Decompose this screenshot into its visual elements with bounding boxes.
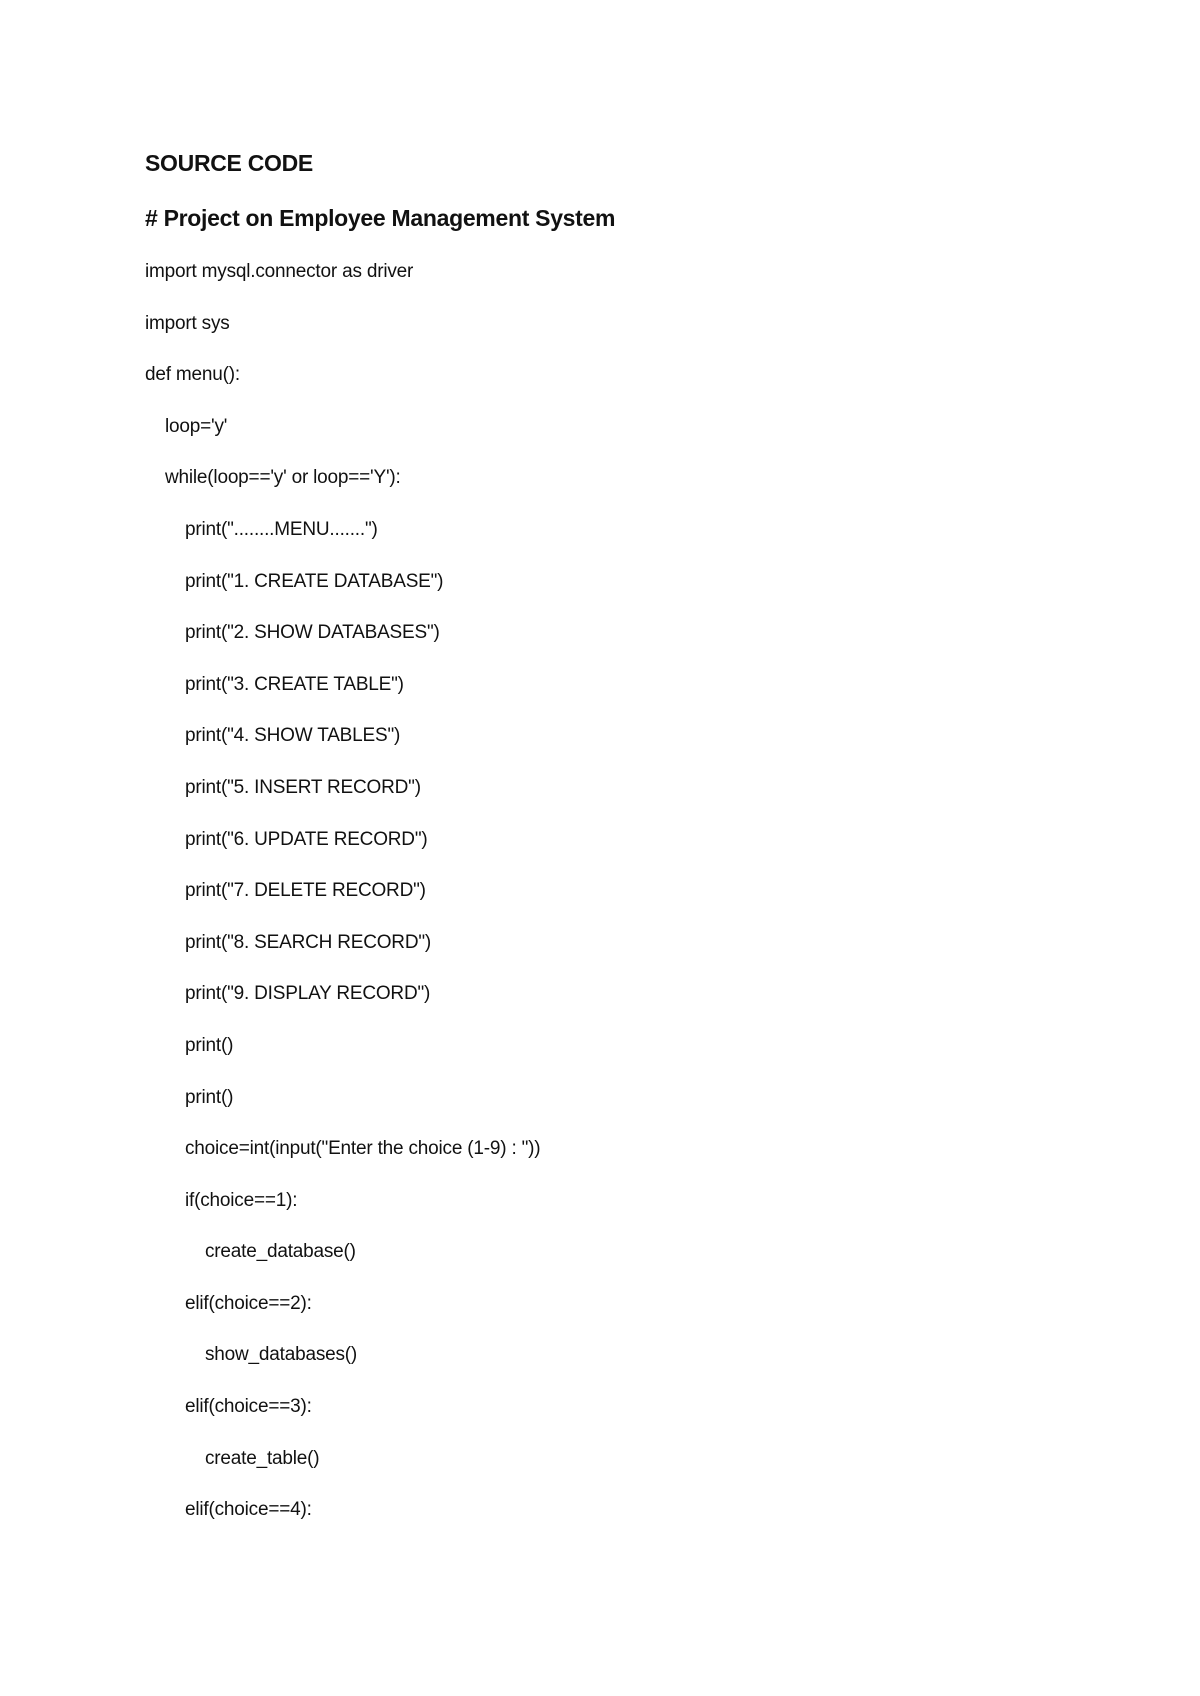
code-line: if(choice==1): [185,1189,298,1211]
code-line: import sys [145,312,230,334]
code-line: show_databases() [205,1344,358,1366]
code-line: print() [185,1086,234,1108]
code-line: print("9. DISPLAY RECORD") [185,983,431,1005]
document-title: SOURCE CODE [145,150,313,176]
code-line: elif(choice==2): [185,1292,312,1314]
code-line: elif(choice==3): [185,1396,312,1418]
code-line: print("4. SHOW TABLES") [185,725,401,747]
code-line: while(loop=='y' or loop=='Y'): [165,467,401,489]
code-line: print("6. UPDATE RECORD") [185,828,428,850]
code-line: print() [185,1034,234,1056]
code-line: print("5. INSERT RECORD") [185,776,421,798]
code-line: print("2. SHOW DATABASES") [185,622,440,644]
code-line: create_table() [205,1447,320,1469]
code-line: print("3. CREATE TABLE") [185,673,404,695]
code-line: choice=int(input("Enter the choice (1-9) : ")) [185,1138,541,1160]
code-line: def menu(): [145,364,240,386]
code-line: import mysql.connector as driver [145,261,414,282]
code-line: loop='y' [165,415,228,437]
document-subtitle: # Project on Employee Management System [145,205,616,231]
code-line: create_database() [205,1241,356,1263]
code-line: print("7. DELETE RECORD") [185,880,426,902]
code-listing [145,259,540,1549]
code-line: print("........MENU.......") [185,518,378,540]
code-line: elif(choice==4): [185,1499,312,1521]
code-line: print("8. SEARCH RECORD") [185,931,432,953]
code-line: print("1. CREATE DATABASE") [185,570,444,592]
